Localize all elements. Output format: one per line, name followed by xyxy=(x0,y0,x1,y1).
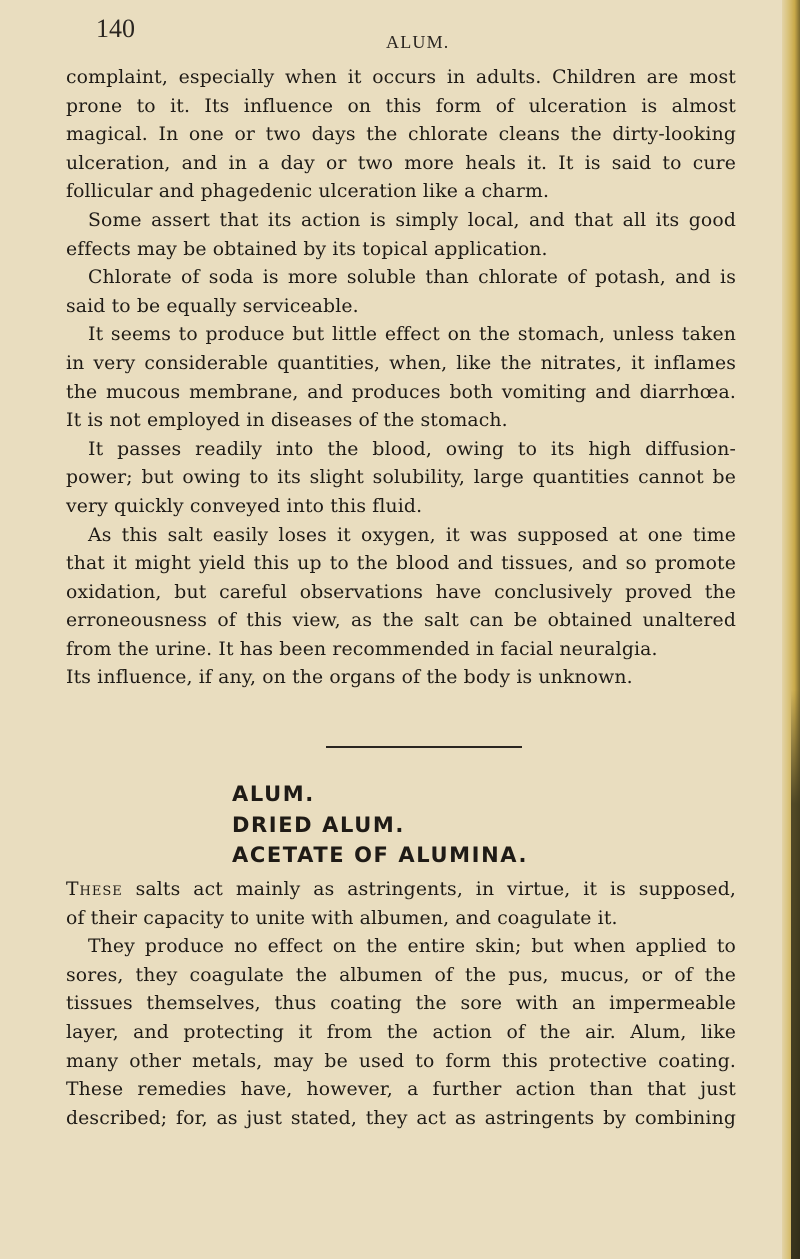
text-line: power; but owing to its slight solubility, large quantities cannot be xyxy=(66,467,736,489)
section-chlorate-text xyxy=(66,64,736,693)
text-line: Chlorate of soda is more soluble than chlorate of potash, and is xyxy=(88,267,736,289)
text-line: from the urine. It has been recommended in facial neuralgia. xyxy=(66,638,658,660)
text-line: layer, and protecting it from the action of the air. Alum, like xyxy=(66,1021,736,1043)
heading-dried-alum: DRIED ALUM. xyxy=(232,813,405,837)
text-line: Its influence, if any, on the organs of the body is unknown. xyxy=(66,667,633,689)
text-line: oxidation, but careful observations have conclusively proved the xyxy=(66,581,736,603)
text-line: of their capacity to unite with albumen, and coagulate it. xyxy=(66,907,618,929)
text-line: follicular and phagedenic ulceration like a charm. xyxy=(66,181,550,203)
section-divider xyxy=(326,746,522,748)
heading-acetate-of-alumina: ACETATE OF ALUMINA. xyxy=(232,843,529,867)
text-line: Some assert that its action is simply local, and that all its good xyxy=(88,209,736,231)
text-line: effects may be obtained by its topical application. xyxy=(66,238,548,260)
section-alum-text xyxy=(66,876,736,1133)
lead-line-rest: salts act mainly as astringents, in virtue, it is supposed, xyxy=(122,879,736,900)
page-number: 140 xyxy=(96,14,135,43)
page-edge-shadow xyxy=(791,690,800,1259)
text-line: in very considerable quantities, when, like the nitrates, it inflames xyxy=(66,352,736,374)
text-line: They produce no effect on the entire skin; but when applied to xyxy=(88,936,736,958)
text-line: prone to it. Its influence on this form of ulceration is almost xyxy=(66,95,736,117)
text-line: ulceration, and in a day or two more heals it. It is said to cure xyxy=(66,152,736,174)
text-line: very quickly conveyed into this fluid. xyxy=(66,495,423,517)
lead-word: These xyxy=(66,879,123,900)
text-line: erroneousness of this view, as the salt can be obtained unaltered xyxy=(66,610,736,632)
text-line: It passes readily into the blood, owing to its high diffusion- xyxy=(88,438,736,460)
text-line: As this salt easily loses it oxygen, it was supposed at one time xyxy=(88,524,736,546)
text-line: described; for, as just stated, they act as astringents by combining xyxy=(66,1107,736,1129)
text-line xyxy=(66,876,736,905)
text-line: It is not employed in diseases of the stomach. xyxy=(66,410,508,432)
text-line: said to be equally serviceable. xyxy=(66,295,359,317)
running-head: ALUM. xyxy=(386,32,450,52)
text-line: magical. In one or two days the chlorate cleans the dirty-looking xyxy=(66,124,736,146)
text-line: sores, they coagulate the albumen of the pus, mucus, or of the xyxy=(66,964,736,986)
text-line: It seems to produce but little effect on the stomach, unless taken xyxy=(88,324,736,346)
text-line: tissues themselves, thus coating the sore with an impermeable xyxy=(66,993,736,1015)
text-line: These remedies have, however, a further action than that just xyxy=(66,1079,736,1101)
text-line: complaint, especially when it occurs in adults. Children are most xyxy=(66,67,736,88)
text-line: many other metals, may be used to form this protective coating. xyxy=(66,1050,736,1072)
heading-alum: ALUM. xyxy=(232,782,315,806)
text-line: that it might yield this up to the blood and tissues, and so promote xyxy=(66,553,736,575)
text-line: the mucous membrane, and produces both vomiting and diarrhœa. xyxy=(66,381,736,403)
